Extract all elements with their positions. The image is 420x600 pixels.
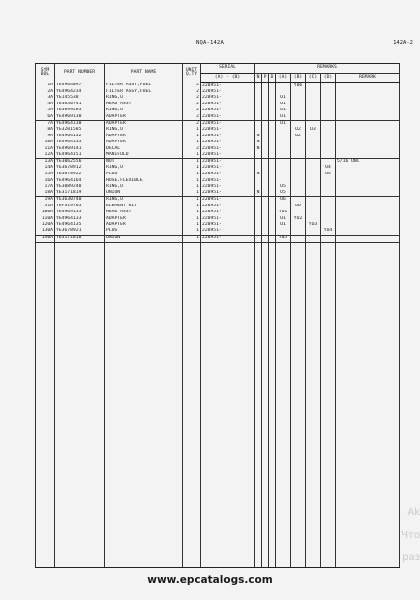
table-row bbox=[36, 228, 400, 235]
flag-d-cell bbox=[269, 152, 276, 159]
serial-range-cell: 220951- bbox=[201, 190, 255, 197]
serial-range-cell: 220951- bbox=[201, 210, 255, 216]
part-symbol-cell: 6A bbox=[36, 114, 55, 121]
remark-a-cell: O1 bbox=[276, 114, 291, 121]
remark-text-cell: 5/16 UNC bbox=[336, 159, 400, 166]
remarks-group-header: REMARKS bbox=[255, 64, 400, 74]
part-symbol-cell: 14A bbox=[36, 165, 55, 171]
part-symbol-cell: 15A bbox=[36, 172, 55, 178]
flag-n-cell: N bbox=[255, 172, 262, 178]
part-number-cell: YE3678921 bbox=[55, 228, 105, 235]
serial-range-cell: 220951- bbox=[201, 152, 255, 159]
part-number-cell: YE3630740 bbox=[55, 197, 105, 204]
remark-c-cell bbox=[306, 197, 321, 204]
table-row bbox=[36, 121, 400, 128]
serial-range-cell: 220951- bbox=[201, 114, 255, 121]
unit-qty-header: UNIT Q,TY bbox=[183, 64, 201, 83]
unit-qty-cell: 2 bbox=[183, 114, 201, 121]
remark-a-cell: O1 bbox=[276, 121, 291, 128]
table-row bbox=[36, 190, 400, 197]
part-name-header: PART NAME bbox=[105, 64, 183, 83]
remark-d-cell bbox=[321, 159, 336, 166]
unit-qty-cell: 1 bbox=[183, 134, 201, 140]
part-number-cell: YE4969130 bbox=[55, 114, 105, 121]
part-name-cell: ADAPTER bbox=[105, 121, 183, 128]
part-number-cell: YE3630741 bbox=[55, 102, 105, 108]
watermark-line: Ak bbox=[407, 507, 420, 518]
part-number-cell: YE4964234 bbox=[55, 89, 105, 95]
part-symbol-cell: 4A bbox=[36, 102, 55, 108]
part-name-cell: PLUG bbox=[105, 172, 183, 178]
remark-a-cell bbox=[276, 83, 291, 90]
unit-qty-cell: 1 bbox=[183, 184, 201, 190]
part-number-cell: YE4969141 bbox=[55, 146, 105, 152]
part-number-header: PART NUMBER bbox=[55, 64, 105, 83]
flag-d-cell bbox=[269, 114, 276, 121]
remark-c-cell bbox=[306, 228, 321, 235]
empty-cell bbox=[183, 242, 201, 567]
remark-c-cell bbox=[306, 114, 321, 121]
serial-range-cell: 220951- bbox=[201, 140, 255, 146]
part-name-cell: ADAPTER bbox=[105, 134, 183, 140]
remark-b-cell bbox=[291, 190, 306, 197]
remark-b-cell: Y06 bbox=[291, 83, 306, 90]
remark-a-header: (A) bbox=[276, 74, 291, 83]
part-number-cell: YE3678922 bbox=[55, 172, 105, 178]
part-number-cell: YE145538 bbox=[55, 95, 105, 101]
flag-n-cell bbox=[255, 152, 262, 159]
watermark-line: Что bbox=[401, 530, 420, 541]
flag-p-cell bbox=[262, 114, 269, 121]
part-number-cell: YE4964097 bbox=[55, 83, 105, 90]
flag-d-cell bbox=[269, 197, 276, 204]
remark-b-cell bbox=[291, 235, 306, 242]
part-symbol-cell: 2A bbox=[36, 89, 55, 95]
unit-qty-cell: 2 bbox=[183, 83, 201, 90]
part-name-cell: HEAD ASSY bbox=[105, 102, 183, 108]
serial-range-cell: 220951- bbox=[201, 159, 255, 166]
table-row bbox=[36, 159, 400, 166]
serial-range-header: (A) - (B) bbox=[201, 74, 255, 83]
serial-range-cell: 220951- bbox=[201, 228, 255, 235]
unit-qty-cell: 1 bbox=[183, 159, 201, 166]
part-name-cell: ADAPTER bbox=[105, 222, 183, 228]
unit-qty-cell: 2 bbox=[183, 146, 201, 152]
remark-b-cell: O2 bbox=[291, 127, 306, 133]
part-symbol-cell: 5A bbox=[36, 108, 55, 114]
remark-d-cell bbox=[321, 190, 336, 197]
part-number-cell: YE4964130 bbox=[55, 121, 105, 128]
serial-range-cell: 220951- bbox=[201, 216, 255, 222]
unit-qty-cell: 1 bbox=[183, 127, 201, 133]
flag-n-cell bbox=[255, 228, 262, 235]
part-symbol-cell: 110A bbox=[36, 216, 55, 222]
part-name-cell: FILTER ASSY,FUEL bbox=[105, 89, 183, 95]
part-name-cell: UNION bbox=[105, 190, 183, 197]
table-empty-area bbox=[36, 242, 400, 567]
serial-range-cell: 220951- bbox=[201, 95, 255, 101]
part-name-cell: ADAPTER bbox=[105, 114, 183, 121]
remark-b-cell: YO2 bbox=[291, 216, 306, 222]
remark-d-cell bbox=[321, 152, 336, 159]
serial-range-cell: 220951- bbox=[201, 184, 255, 190]
remark-a-cell: O5 bbox=[276, 184, 291, 190]
remark-a-cell: Y05 bbox=[276, 235, 291, 242]
part-number-cell: YE4964164 bbox=[55, 178, 105, 184]
remark-b-cell bbox=[291, 197, 306, 204]
serial-range-cell: 220951- bbox=[201, 121, 255, 128]
flag-p-cell bbox=[262, 83, 269, 90]
part-symbol-cell: 7A bbox=[36, 121, 55, 128]
remark-d-cell: O4 bbox=[321, 165, 336, 171]
remark-d-cell bbox=[321, 83, 336, 90]
table-row bbox=[36, 152, 400, 159]
flag-p-cell bbox=[262, 197, 269, 204]
remark-a-cell: O5 bbox=[276, 190, 291, 197]
empty-cell bbox=[262, 242, 269, 567]
remark-a-cell: O6 bbox=[276, 197, 291, 204]
flag-n-cell: N bbox=[255, 190, 262, 197]
part-symbol-cell: 10A bbox=[36, 140, 55, 146]
remark-text-cell bbox=[336, 228, 400, 235]
unit-qty-cell: 1 bbox=[183, 222, 201, 228]
empty-cell bbox=[55, 242, 105, 567]
flag-d-cell bbox=[269, 159, 276, 166]
remark-c-header: (C) bbox=[306, 74, 321, 83]
serial-range-cell: 220951- bbox=[201, 89, 255, 95]
empty-cell bbox=[255, 242, 262, 567]
remark-a-cell: YO1 bbox=[276, 210, 291, 216]
flag-n-cell bbox=[255, 114, 262, 121]
remark-b-cell bbox=[291, 159, 306, 166]
table-row bbox=[36, 235, 400, 242]
part-number-cell: YE4969133 bbox=[55, 210, 105, 216]
unit-qty-cell: 1 bbox=[183, 228, 201, 235]
part-number-cell: YE4964135 bbox=[55, 222, 105, 228]
unit-qty-cell: 2 bbox=[183, 102, 201, 108]
remark-c-cell bbox=[306, 83, 321, 90]
unit-qty-cell: 1 bbox=[183, 140, 201, 146]
part-number-cell: YE3899283 bbox=[55, 108, 105, 114]
unit-qty-cell: 2 bbox=[183, 121, 201, 128]
part-name-cell: ADAPTER bbox=[105, 216, 183, 222]
remark-c-cell bbox=[306, 235, 321, 242]
remark-c-cell: YO3 bbox=[306, 222, 321, 228]
part-symbol-cell: 120A bbox=[36, 222, 55, 228]
unit-qty-cell: 1 bbox=[183, 197, 201, 204]
part-symbol-cell: 19A bbox=[36, 197, 55, 204]
part-number-cell: YE3171818 bbox=[55, 235, 105, 242]
flag-n-cell bbox=[255, 159, 262, 166]
d-header: D bbox=[269, 74, 276, 83]
remark-a-cell bbox=[276, 159, 291, 166]
serial-range-cell: 220951- bbox=[201, 102, 255, 108]
serial-range-cell: 220951- bbox=[201, 83, 255, 90]
empty-cell bbox=[201, 242, 255, 567]
part-symbol-cell: 11A bbox=[36, 146, 55, 152]
unit-qty-cell: 1 bbox=[183, 235, 201, 242]
part-name-cell: RING,O bbox=[105, 108, 183, 114]
remark-a-cell: O1 bbox=[276, 222, 291, 228]
remark-d-cell: YO4 bbox=[321, 228, 336, 235]
part-symbol-cell: 12A bbox=[36, 152, 55, 159]
part-name-cell: RING,O bbox=[105, 184, 183, 190]
flag-d-cell bbox=[269, 190, 276, 197]
remark-a-cell bbox=[276, 228, 291, 235]
flag-n-cell bbox=[255, 83, 262, 90]
parts-table bbox=[35, 63, 400, 568]
flag-p-cell bbox=[262, 152, 269, 159]
flag-p-cell bbox=[262, 190, 269, 197]
serial-range-cell: 220951- bbox=[201, 197, 255, 204]
part-number-cell: YE4964133 bbox=[55, 140, 105, 146]
remark-b-cell bbox=[291, 114, 306, 121]
part-symbol-cell: 8A bbox=[36, 127, 55, 133]
unit-qty-cell: 1 bbox=[183, 190, 201, 197]
unit-qty-cell: 2 bbox=[183, 108, 201, 114]
remark-d-cell: O4 bbox=[321, 172, 336, 178]
remark-d-cell bbox=[321, 114, 336, 121]
part-symbol-cell: 16A bbox=[36, 178, 55, 184]
remark-text-cell bbox=[336, 197, 400, 204]
empty-cell bbox=[36, 242, 55, 567]
unit-qty-cell: 1 bbox=[183, 204, 201, 210]
unit-qty-cell: 1 bbox=[183, 172, 201, 178]
part-name-cell: RING,O bbox=[105, 127, 183, 133]
part-number-cell: YE3062556 bbox=[55, 159, 105, 166]
serial-range-cell: 220951- bbox=[201, 165, 255, 171]
footer-url[interactable]: www.epcatalogs.com bbox=[147, 574, 273, 586]
part-number-cell: YE3201585 bbox=[55, 127, 105, 133]
remark-a-cell: O1 bbox=[276, 95, 291, 101]
part-name-cell: HOSE,FLEXIBLE bbox=[105, 178, 183, 184]
flag-p-cell bbox=[262, 159, 269, 166]
flag-d-cell bbox=[269, 83, 276, 90]
unit-qty-cell: 1 bbox=[183, 152, 201, 159]
part-number-cell: YE4964133 bbox=[55, 216, 105, 222]
part-number-cell: YE4964132 bbox=[55, 134, 105, 140]
remark-c-cell bbox=[306, 121, 321, 128]
remark-d-cell bbox=[321, 235, 336, 242]
part-symbol-cell: 9A bbox=[36, 134, 55, 140]
flag-d-cell bbox=[269, 235, 276, 242]
remark-text-cell bbox=[336, 152, 400, 159]
part-number-cell: YE3089240 bbox=[55, 184, 105, 190]
flag-d-cell bbox=[269, 121, 276, 128]
model-header: NQA-142A bbox=[195, 40, 225, 46]
part-symbol-cell: 140A bbox=[36, 235, 55, 242]
part-name-cell: ELEMENT KIT bbox=[105, 204, 183, 210]
unit-qty-cell: 2 bbox=[183, 95, 201, 101]
part-name-cell: UNION bbox=[105, 235, 183, 242]
remark-c-cell bbox=[306, 159, 321, 166]
sym-header: SYM BOL bbox=[36, 64, 55, 83]
part-symbol-cell: 17A bbox=[36, 184, 55, 190]
flag-p-cell bbox=[262, 235, 269, 242]
empty-cell bbox=[105, 242, 183, 567]
serial-range-cell: 220951- bbox=[201, 178, 255, 184]
flag-p-cell bbox=[262, 121, 269, 128]
serial-range-cell: 220951- bbox=[201, 108, 255, 114]
part-symbol-cell: 100A bbox=[36, 210, 55, 216]
n-header: N bbox=[255, 74, 262, 83]
remark-a-cell: O1 bbox=[276, 102, 291, 108]
serial-range-cell: 220951- bbox=[201, 134, 255, 140]
part-name-cell: RING,O bbox=[105, 165, 183, 171]
remark-d-header: (D) bbox=[321, 74, 336, 83]
part-symbol-cell: 1A bbox=[36, 83, 55, 90]
serial-range-cell: 220951- bbox=[201, 127, 255, 133]
remark-a-cell: O1 bbox=[276, 108, 291, 114]
flag-n-cell: N bbox=[255, 146, 262, 152]
part-number-cell: YE4964151 bbox=[55, 152, 105, 159]
part-symbol-cell: 31A bbox=[36, 204, 55, 210]
part-name-cell: RING,O bbox=[105, 197, 183, 204]
part-name-cell: FILTER ASSY,FUEL bbox=[105, 83, 183, 90]
serial-range-cell: 220951- bbox=[201, 172, 255, 178]
remark-d-cell bbox=[321, 121, 336, 128]
flag-n-cell bbox=[255, 197, 262, 204]
page-number: 142A-2 bbox=[393, 40, 413, 46]
part-name-cell: DECAL bbox=[105, 146, 183, 152]
flag-p-cell bbox=[262, 228, 269, 235]
flag-n-cell bbox=[255, 121, 262, 128]
flag-n-cell: N bbox=[255, 134, 262, 140]
unit-qty-cell: 2 bbox=[183, 89, 201, 95]
unit-qty-cell: 1 bbox=[183, 178, 201, 184]
remark-text-cell bbox=[336, 114, 400, 121]
empty-cell bbox=[269, 242, 276, 567]
empty-cell bbox=[276, 242, 291, 567]
part-number-cell: YE3171819 bbox=[55, 190, 105, 197]
remark-c-cell bbox=[306, 152, 321, 159]
remark-text-cell bbox=[336, 190, 400, 197]
unit-qty-cell: 1 bbox=[183, 210, 201, 216]
empty-cell bbox=[321, 242, 336, 567]
flag-n-cell bbox=[255, 235, 262, 242]
unit-qty-cell: 1 bbox=[183, 216, 201, 222]
serial-range-cell: 220951- bbox=[201, 235, 255, 242]
flag-n-cell: N bbox=[255, 140, 262, 146]
empty-cell bbox=[306, 242, 321, 567]
remark-b-cell bbox=[291, 228, 306, 235]
remark-text-cell bbox=[336, 83, 400, 90]
part-symbol-cell: 3A bbox=[36, 95, 55, 101]
remark-a-cell bbox=[276, 152, 291, 159]
remark-b-cell bbox=[291, 121, 306, 128]
serial-range-cell: 220951- bbox=[201, 222, 255, 228]
part-name-cell: MANIFOLD bbox=[105, 152, 183, 159]
part-name-cell: RING,O bbox=[105, 95, 183, 101]
watermark-line: раз bbox=[402, 552, 420, 563]
part-number-cell: YEFS19763 bbox=[55, 204, 105, 210]
remark-b-header: (B) bbox=[291, 74, 306, 83]
remark-header: REMARK bbox=[336, 74, 400, 83]
remark-a-cell: O1 bbox=[276, 216, 291, 222]
table-row bbox=[36, 197, 400, 204]
part-name-cell: PLUG bbox=[105, 228, 183, 235]
remark-d-cell bbox=[321, 197, 336, 204]
table-row bbox=[36, 83, 400, 90]
empty-cell bbox=[336, 242, 400, 567]
remark-text-cell bbox=[336, 235, 400, 242]
part-name-cell: NUT bbox=[105, 159, 183, 166]
remark-b-cell: O6 bbox=[291, 204, 306, 210]
remark-b-cell bbox=[291, 152, 306, 159]
remark-c-cell: O3 bbox=[306, 127, 321, 133]
part-symbol-cell: 130A bbox=[36, 228, 55, 235]
remark-c-cell bbox=[306, 190, 321, 197]
part-symbol-cell: 13A bbox=[36, 159, 55, 166]
part-name-cell: ADAPTER bbox=[105, 140, 183, 146]
table-row bbox=[36, 114, 400, 121]
empty-cell bbox=[291, 242, 306, 567]
unit-qty-cell: 1 bbox=[183, 165, 201, 171]
parts-body bbox=[36, 83, 400, 568]
serial-header: SERIAL bbox=[201, 64, 255, 74]
p-header: P bbox=[262, 74, 269, 83]
part-number-cell: YE3678912 bbox=[55, 165, 105, 171]
part-symbol-cell: 18A bbox=[36, 190, 55, 197]
flag-d-cell bbox=[269, 228, 276, 235]
part-name-cell: HEAD ASSY bbox=[105, 210, 183, 216]
remark-b-cell: O2 bbox=[291, 134, 306, 140]
serial-range-cell: 220951- bbox=[201, 204, 255, 210]
remark-text-cell bbox=[336, 121, 400, 128]
serial-range-cell: 220951- bbox=[201, 146, 255, 152]
